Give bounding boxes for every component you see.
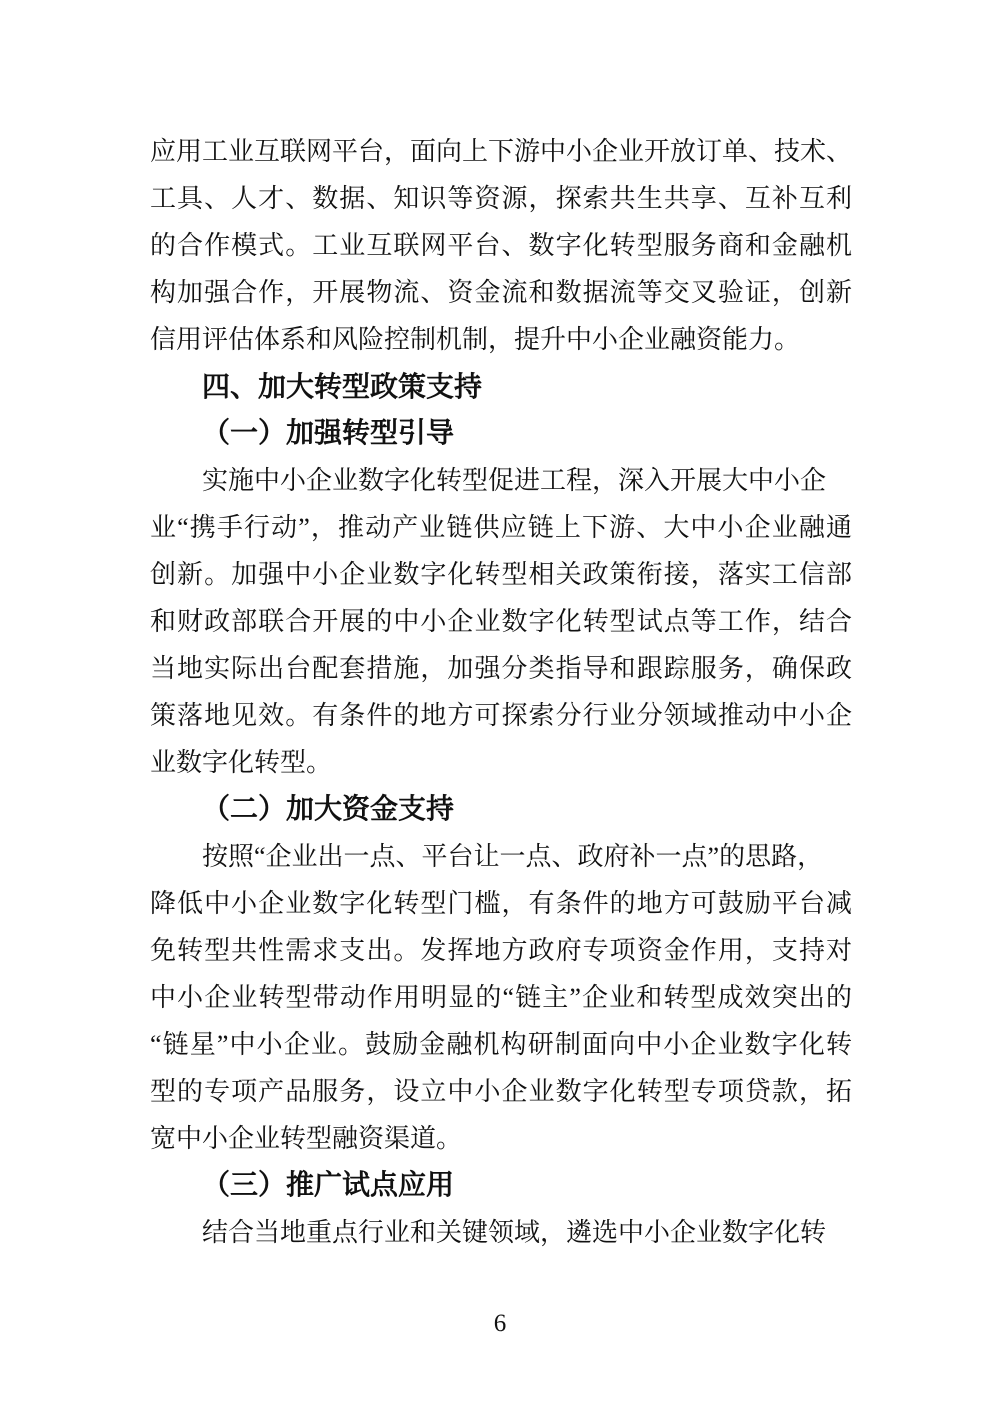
body-text-line: 业数字化转型。 [150,748,333,777]
body-text-line: 按照“企业出一点、平台让一点、政府补一点”的思路， [202,842,824,871]
body-text-line: 结合当地重点行业和关键领域，遴选中小企业数字化转 [202,1218,827,1247]
body-text-line: 业“携手行动”，推动产业链供应链上下游、大中小企业融通 [150,513,852,542]
subsection-heading-2: （二）加大资金支持 [202,794,455,825]
body-text-line: 的合作模式。工业互联网平台、数字化转型服务商和金融机 [150,231,852,260]
body-text-line: 宽中小企业转型融资渠道。 [150,1124,463,1153]
body-text-line: “链星”中小企业。鼓励金融机构研制面向中小企业数字化转 [150,1030,852,1059]
page-number: 6 [493,1310,507,1337]
body-text-line: 降低中小企业数字化转型门槛，有条件的地方可鼓励平台减 [150,889,852,918]
subsection-heading-1: （一）加强转型引导 [202,418,455,449]
body-text-line: 构加强合作，开展物流、资金流和数据流等交叉验证，创新 [150,278,852,307]
subsection-heading-3: （三）推广试点应用 [202,1170,455,1201]
body-text-line: 应用工业互联网平台，面向上下游中小企业开放订单、技术、 [150,137,853,166]
body-text-line: 实施中小企业数字化转型促进工程，深入开展大中小企 [202,466,827,495]
body-text-line: 当地实际出台配套措施，加强分类指导和跟踪服务，确保政 [150,654,852,683]
body-text-line: 免转型共性需求支出。发挥地方政府专项资金作用，支持对 [150,936,852,965]
body-text-line: 创新。加强中小企业数字化转型相关政策衔接，落实工信部 [150,560,852,589]
body-text-line: 型的专项产品服务，设立中小企业数字化转型专项贷款，拓 [150,1077,852,1106]
section-heading: 四、加大转型政策支持 [202,371,483,402]
body-text-line: 和财政部联合开展的中小企业数字化转型试点等工作，结合 [150,607,852,636]
body-text-line: 策落地见效。有条件的地方可探索分行业分领域推动中小企 [150,701,852,730]
body-text-line: 工具、人才、数据、知识等资源，探索共生共享、互补互利 [150,184,852,213]
body-text-line: 中小企业转型带动作用明显的“链主”企业和转型成效突出的 [150,983,852,1012]
body-text-line: 信用评估体系和风险控制机制，提升中小企业融资能力。 [150,325,801,354]
